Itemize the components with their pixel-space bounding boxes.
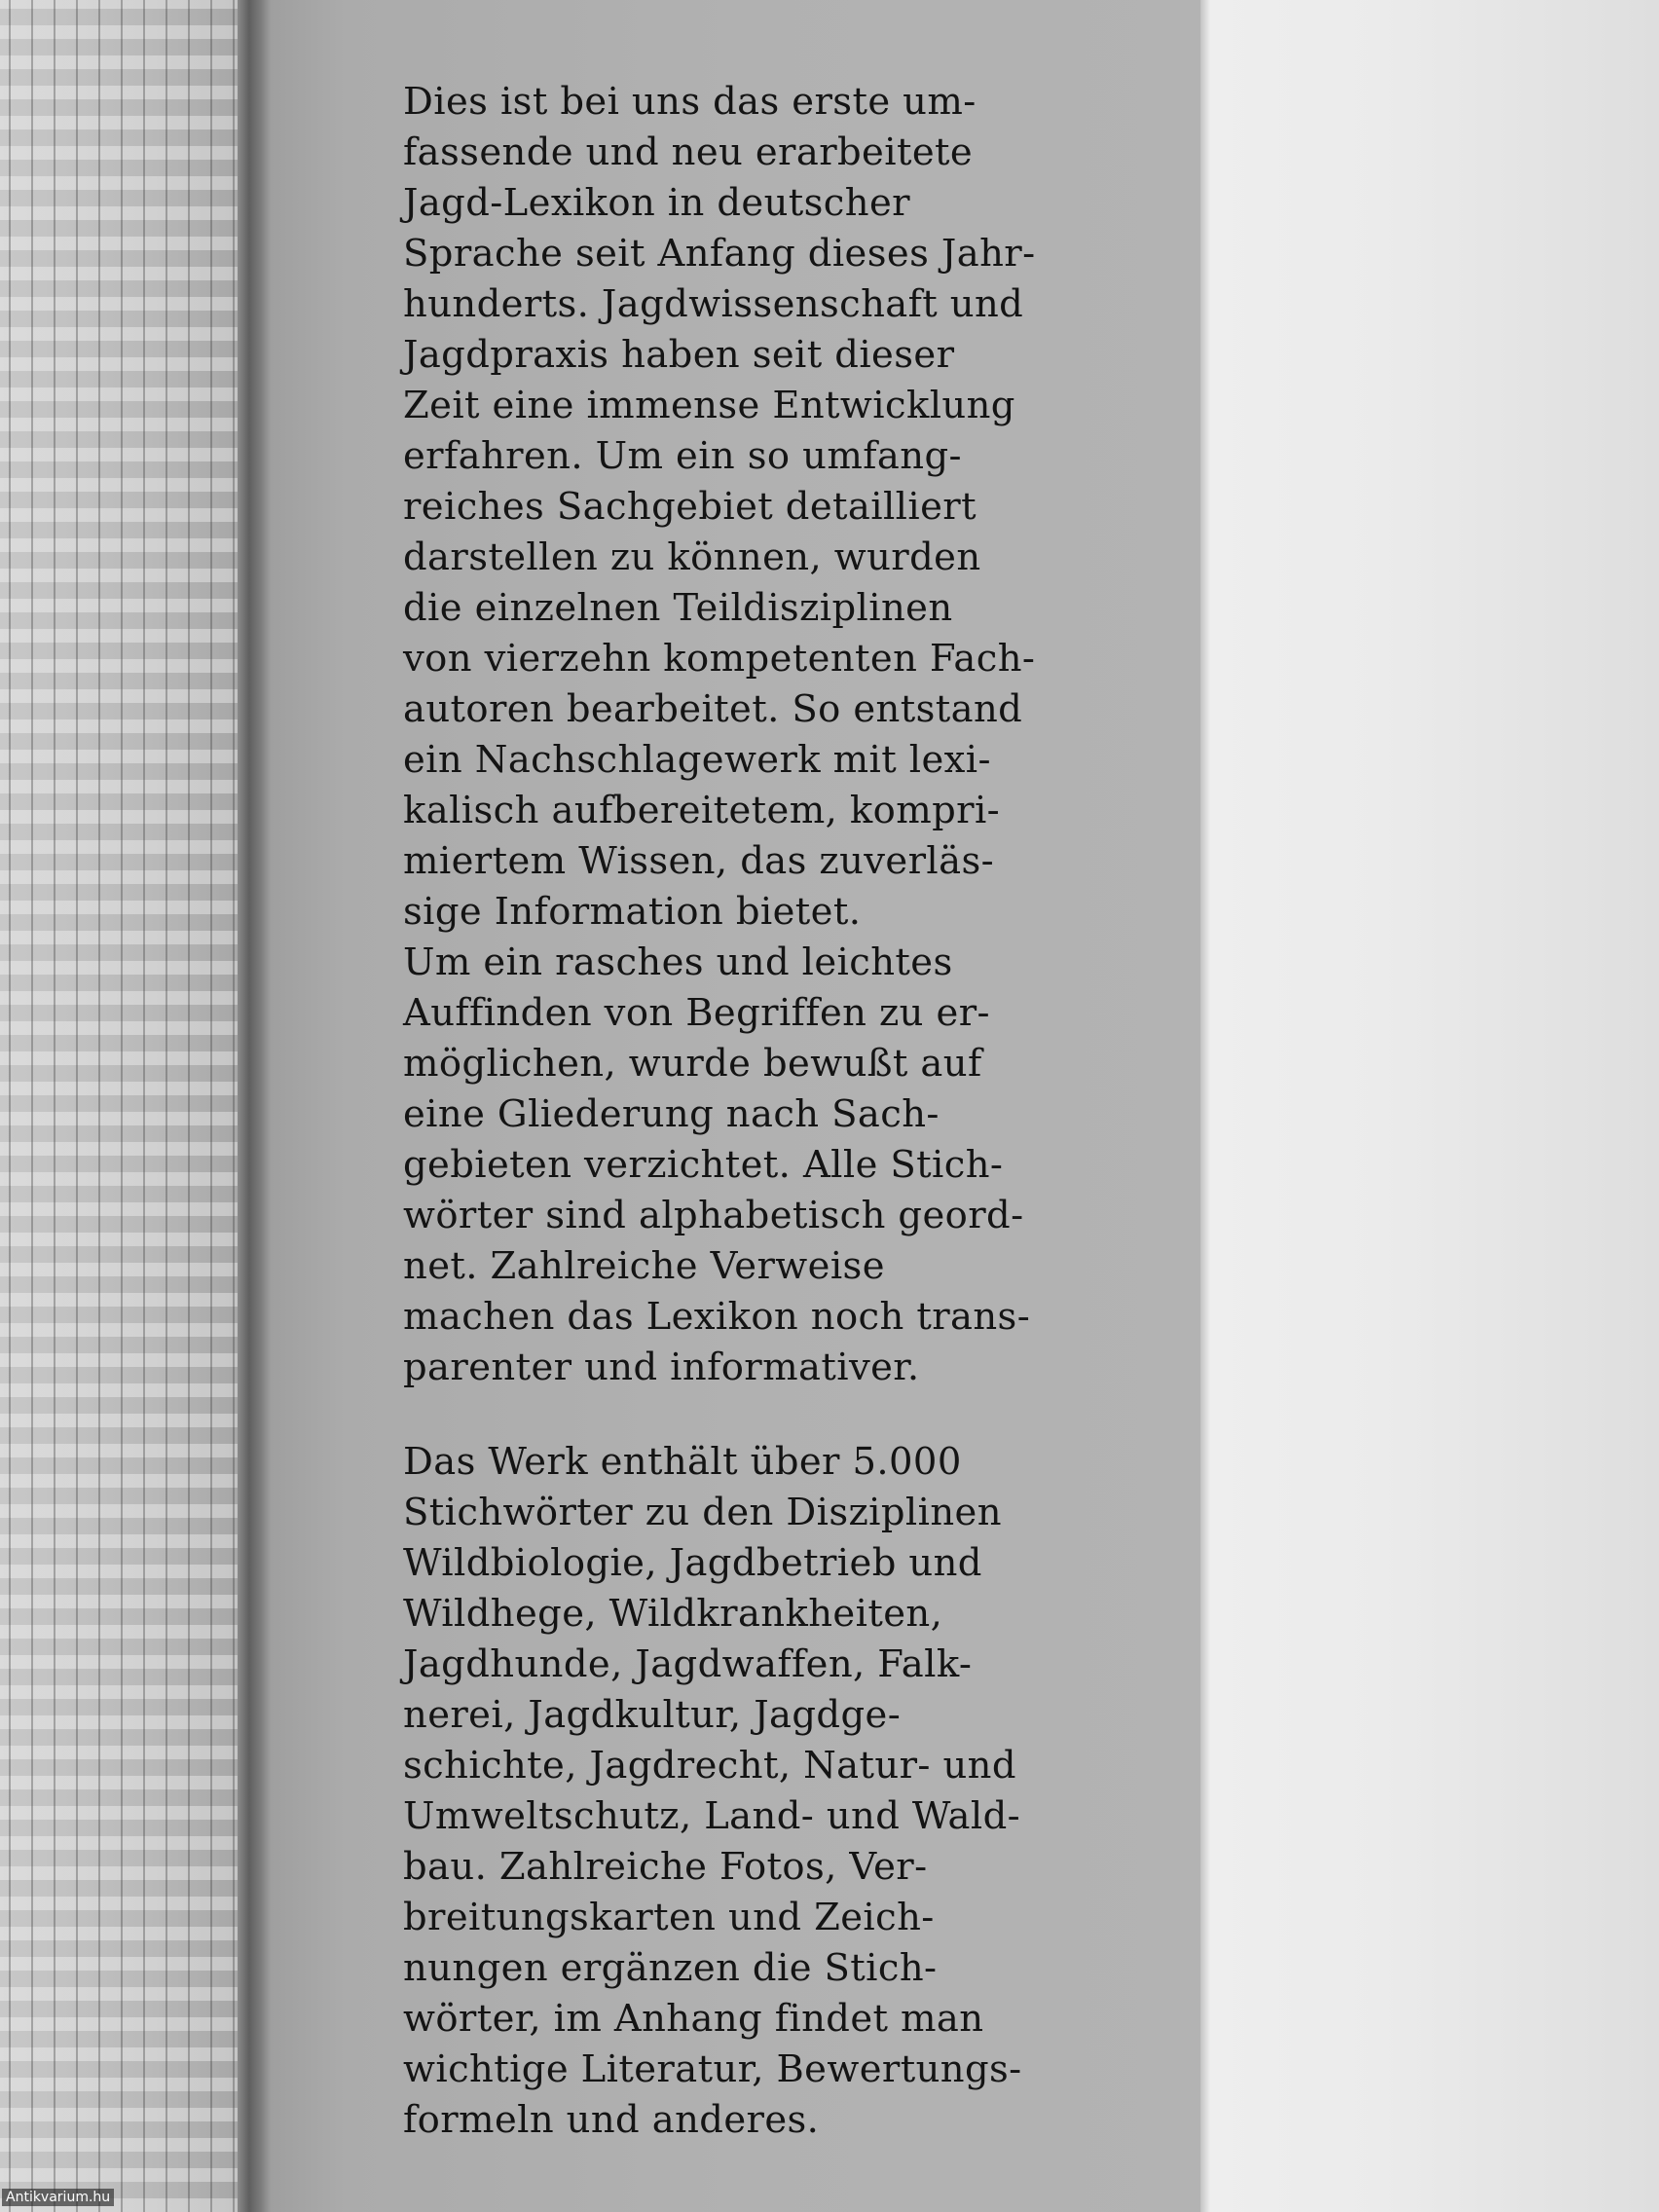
text-line: fassende und neu erarbeitete [403, 130, 974, 174]
text-line: Wildhege, Wildkrankheiten, [403, 1592, 943, 1636]
blurb-paragraph-2 [403, 1437, 1022, 2146]
text-line: Sprache seit Anfang dieses Jahr- [403, 232, 1036, 276]
text-line: reiches Sachgebiet detailliert [403, 485, 977, 529]
text-line: Das Werk enthält über 5.000 [403, 1440, 962, 1484]
spine-edge-shadow [238, 0, 271, 2212]
text-line: hunderts. Jagdwissenschaft und [403, 282, 1024, 326]
text-line: wörter, im Anhang findet man [403, 1997, 984, 2041]
text-line: von vierzehn kompetenten Fach- [403, 637, 1036, 681]
text-line: Um ein rasches und leichtes [403, 940, 953, 984]
text-line: Dies ist bei uns das erste um- [403, 80, 977, 124]
text-line: wörter sind alphabetisch geord- [403, 1194, 1024, 1237]
text-line: breitungskarten und Zeich- [403, 1896, 935, 1939]
text-line: möglichen, wurde bewußt auf [403, 1042, 982, 1086]
text-line: Jagdhunde, Jagdwaffen, Falk- [403, 1642, 973, 1686]
text-line: sige Information bietet. [403, 890, 862, 934]
text-line: Stichwörter zu den Disziplinen [403, 1491, 1002, 1534]
text-line: Auffinden von Begriffen zu er- [403, 991, 990, 1035]
text-line: parenter und informativer. [403, 1346, 920, 1389]
text-line: autoren bearbeitet. So entstand [403, 687, 1023, 731]
text-line: die einzelnen Teildisziplinen [403, 586, 953, 630]
text-line: Jagd-Lexikon in deutscher [403, 181, 910, 225]
text-line: erfahren. Um ein so umfang- [403, 434, 962, 478]
text-line: machen das Lexikon noch trans- [403, 1295, 1031, 1339]
watermark-label: Antikvarium.hu [2, 2189, 114, 2206]
text-line: bau. Zahlreiche Fotos, Ver- [403, 1845, 928, 1889]
text-line: wichtige Literatur, Bewertungs- [403, 2047, 1022, 2091]
blurb-paragraph-1 [403, 77, 1035, 1393]
text-line: ein Nachschlagewerk mit lexi- [403, 738, 991, 782]
text-line: darstellen zu können, wurden [403, 535, 981, 579]
text-line: gebieten verzichtet. Alle Stich- [403, 1143, 1004, 1187]
text-line: Zeit eine immense Entwicklung [403, 384, 1015, 427]
text-line: nerei, Jagdkultur, Jagdge- [403, 1693, 902, 1737]
book-spine-texture [0, 0, 251, 2212]
text-line: Jagdpraxis haben seit dieser [403, 333, 955, 377]
text-line: miertem Wissen, das zuverläs- [403, 839, 995, 883]
text-line: Wildbiologie, Jagdbetrieb und [403, 1541, 982, 1585]
text-line: schichte, Jagdrecht, Natur- und [403, 1744, 1016, 1788]
text-line: net. Zahlreiche Verweise [403, 1244, 885, 1288]
text-line: formeln und anderes. [403, 2098, 820, 2142]
cover-edge-shadow [1200, 0, 1210, 2212]
page-background [1200, 0, 1659, 2212]
text-line: Umweltschutz, Land- und Wald- [403, 1794, 1021, 1838]
text-line: nungen ergänzen die Stich- [403, 1946, 938, 1990]
text-line: kalisch aufbereitetem, kompri- [403, 789, 1001, 832]
text-line: eine Gliederung nach Sach- [403, 1092, 940, 1136]
